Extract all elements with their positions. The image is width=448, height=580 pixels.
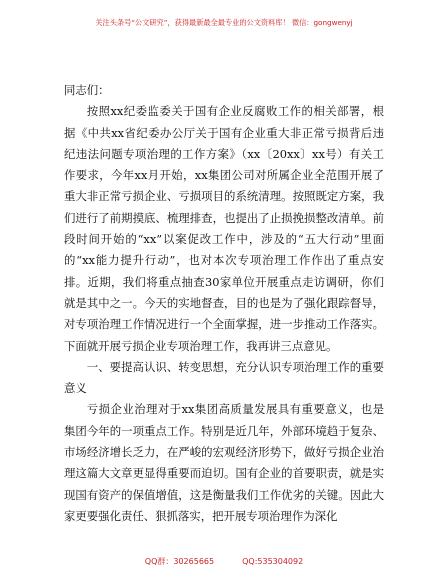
document-body [64, 80, 384, 527]
salutation: 同志们： [64, 83, 110, 97]
footer-qq-number: QQ:535304092 [242, 557, 304, 566]
paragraph-2: 亏损企业治理对于xx集团高质量发展具有重要意义，也是集团今年的一项重点工作。特别是近几年，外部环境趋于复杂、市场经济增长乏力，在严峻的宏观经济形势下，做好亏损企业治理这篇大文章更显得重要而迫切。国有企业的首要职责，就是实现国有资产的保值增值，这是衡量我们工作优劣的关键。因此大家更要强化责任、狠抓落实，把开展专项治理作为深化 [64, 402, 384, 523]
section-heading-1: 一、要提高认识、转变思想，充分认识专项治理工作的重要意义 [64, 359, 384, 396]
footer-qq-group: QQ群：30265665 [144, 557, 215, 566]
header-banner: 关注头条号“公文研究”，获得最新最全最专业的公文资料库！ 微信：gongwenyj [95, 18, 353, 27]
footer-contacts [0, 556, 448, 567]
paragraph-1: 按照xx纪委监委关于国有企业反腐败工作的相关部署，根据《中共xx省纪委办公厅关于国有企业重大非正常亏损背后违纪违法问题专项治理的工作方案》（xx〔20xx〕xx号）有关工作要求，今年xx月开始，xx集团公司对所属企业全范围开展了重大非正常亏损企业、亏损项目的系统清理。按照既定方案，我们进行了前期摸底、梳理排查，也提出了止损挽损整改清单。前段时间开始的“xx”以案促改工作中，涉及的“五大行动”里面的“xx能力提升行动”，也对本次专项治理工作作出了重点安排。近期，我们将重点抽查30家单位开展重点走访调研，你们就是其中之一。今天的实地督查，目的也是为了强化跟踪督导，对专项治理工作情况进行一个全面掌握，进一步推动工作落实。下面就开展亏损企业专项治理工作，我再讲三点意见。 [64, 104, 384, 353]
